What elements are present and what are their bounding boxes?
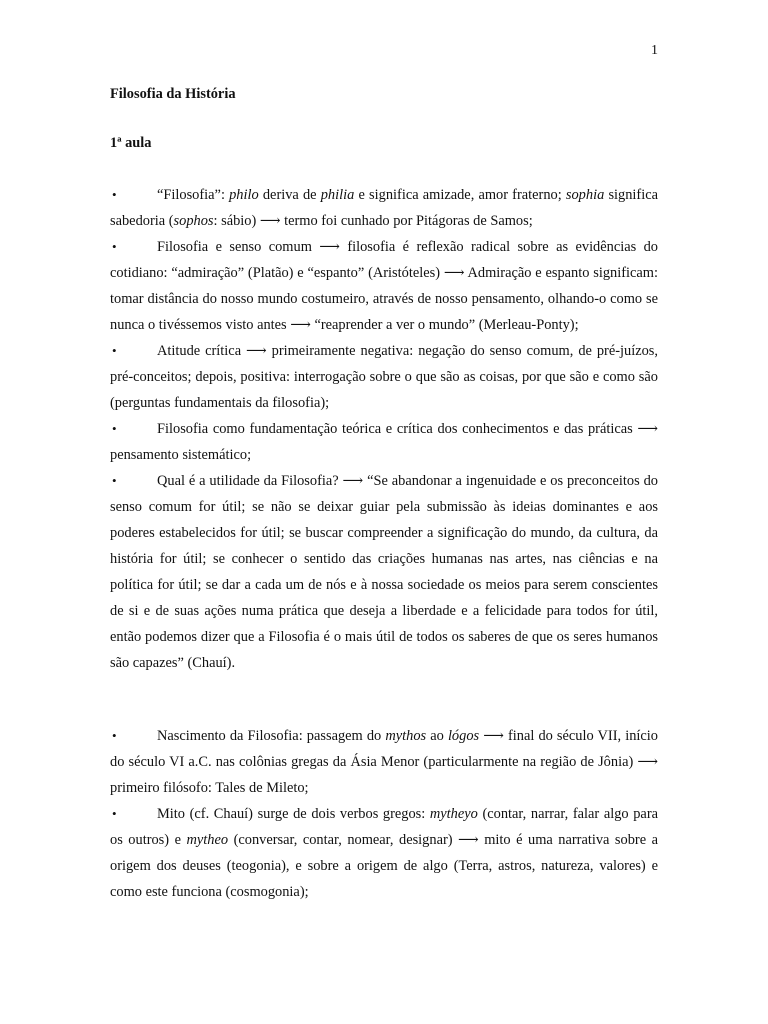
text-segment: Filosofia e senso comum ⟶ filosofia é reflexão radical sobre as evidências do cotidiano: “admiração” (Platão) e “espanto” (Aristóteles) ⟶ Admiração e espanto significam: tomar distância do nosso mundo costumeiro, através de nosso pensamento, olhando-o como se nunca o tivéssemos visto antes ⟶ “reaprender a ver o mundo” (Merleau-Ponty); [110, 239, 658, 333]
italic-term: philia [320, 187, 355, 203]
text-segment: : sábio) ⟶ termo foi cunhado por Pitágoras de Samos; [213, 213, 533, 229]
italic-term: mytheo [186, 832, 229, 848]
list-item [110, 468, 658, 676]
text-segment: Qual é a utilidade da Filosofia? ⟶ “Se abandonar a ingenuidade e os preconceitos do senso comum for útil; se não se deixar guiar pela submissão às ideias dominantes e aos poderes estabelecidos for útil; se buscar compreender a significação do mundo, da cultura, da história for útil; se conhecer o sentido das criações humanas nas artes, nas ciências e na política for útil; se dar a cada um de nós e à nossa sociedade os meios para serem conscientes de si e de suas ações numa prática que deseja a liberdade e a felicidade para todos for útil, então podemos dizer que a Filosofia é o mais útil de todos os saberes de que os seres humanos são capazes” (Chauí). [110, 473, 658, 671]
lesson-heading: 1ª aula [110, 135, 152, 151]
italic-term: sophos [173, 213, 214, 229]
italic-term: lógos [447, 728, 480, 744]
bullet-marker: • [112, 473, 117, 488]
text-segment: Filosofia como fundamentação teórica e crítica dos conhecimentos e das práticas ⟶ pensamento sistemático; [110, 421, 658, 463]
text-segment: ao [426, 728, 448, 744]
text-segment: e significa amizade, amor fraterno; [354, 187, 566, 203]
list-item [110, 723, 658, 801]
list-item [110, 182, 658, 234]
list-item [110, 416, 658, 468]
text-segment: (contar, narrar, falar algo para os outros) e [110, 806, 658, 848]
page-number: 1 [651, 43, 658, 58]
text-segment: ⟶ final do século VII, início do século VI a.C. nas colônias gregas da Ásia Menor (particularmente na região de Jônia) ⟶ primeiro filósofo: Tales de Mileto; [110, 728, 658, 796]
text-segment: Atitude crítica ⟶ primeiramente negativa: negação do senso comum, de pré-juízos, pré-conceitos; depois, positiva: interrogação sobre o que são as coisas, por que são e como são (perguntas fundamentais da filosofia); [110, 343, 658, 411]
list-item [110, 801, 658, 905]
bullet-list-part-1 [110, 182, 658, 676]
bullet-marker: • [112, 187, 117, 202]
bullet-marker: • [112, 728, 117, 743]
list-item [110, 338, 658, 416]
document-title: Filosofia da História [110, 86, 236, 102]
italic-term: mythos [385, 728, 427, 744]
text-segment: significa sabedoria ( [110, 187, 658, 229]
list-item [110, 234, 658, 338]
text-segment: “Filosofia”: [157, 187, 230, 203]
text-segment: deriva de [258, 187, 321, 203]
bullet-marker: • [112, 421, 117, 436]
italic-term: sophia [565, 187, 605, 203]
text-segment: Nascimento da Filosofia: passagem do [157, 728, 386, 744]
bullet-marker: • [112, 806, 117, 821]
italic-term: philo [229, 187, 259, 203]
bullet-list-part-2 [110, 723, 658, 905]
text-segment: Mito (cf. Chauí) surge de dois verbos gregos: [157, 806, 430, 822]
text-segment: (conversar, contar, nomear, designar) ⟶ mito é uma narrativa sobre a origem dos deuses (teogonia), e sobre a origem de algo (Terra, astros, natureza, valores) e como este funciona (cosmogonia); [110, 832, 658, 900]
italic-term: mytheyo [429, 806, 478, 822]
bullet-marker: • [112, 343, 117, 358]
bullet-marker: • [112, 239, 117, 254]
